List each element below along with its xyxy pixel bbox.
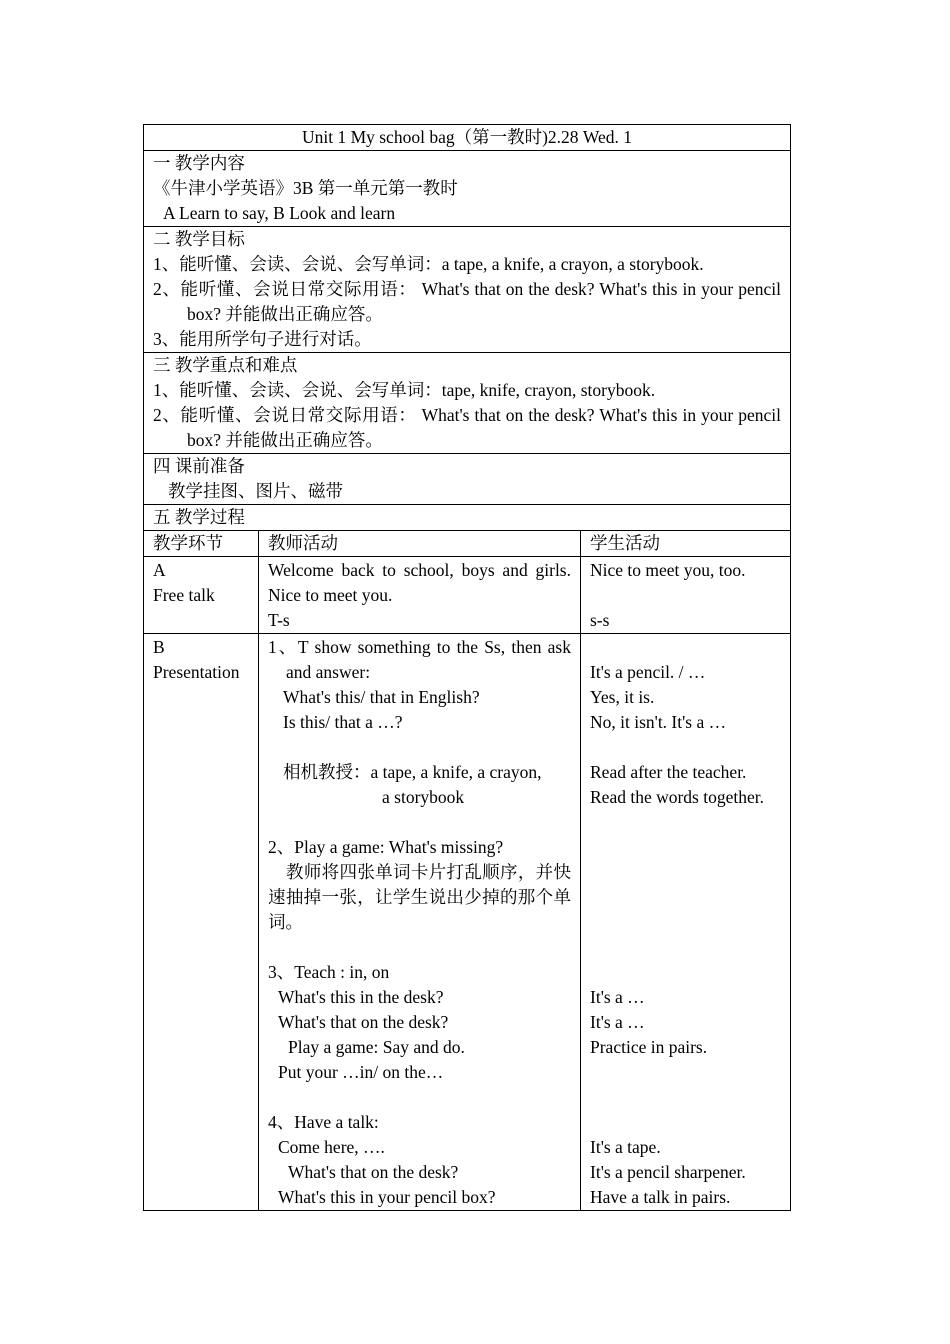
student-activity-line: Read after the teacher. — [590, 762, 747, 782]
stage-b-label: B — [153, 637, 165, 657]
student-activity-line: It's a pencil sharpener. — [590, 1162, 746, 1182]
stage-a-label: A — [153, 560, 166, 580]
key-points-section — [144, 353, 791, 454]
stage-b-row — [144, 634, 791, 1211]
teacher-activity-line: T-s — [268, 610, 290, 630]
student-activity-line — [590, 960, 781, 985]
content-heading: 一 教学内容 — [153, 153, 245, 173]
lesson-plan-table — [143, 124, 791, 1211]
content-line: 《牛津小学英语》3B 第一单元第一教时 — [153, 178, 458, 198]
teacher-activity-line: Is this/ that a …? — [283, 712, 403, 732]
title-row — [144, 125, 791, 151]
student-activity-line: It's a pencil. / … — [590, 662, 706, 682]
key-point-item: 1、能听懂、会读、会说、会写单词：tape, knife, crayon, storybook. — [153, 380, 656, 400]
teacher-activity-line — [268, 810, 571, 835]
teacher-activity-line: What's this in your pencil box? — [278, 1187, 496, 1207]
preparation-section — [144, 454, 791, 505]
teacher-activity-line: Play a game: Say and do. — [288, 1037, 465, 1057]
objective-item: 3、能用所学句子进行对话。 — [153, 329, 372, 349]
teacher-activity-line: What's that on the desk? — [288, 1162, 459, 1182]
student-activity-line — [590, 635, 781, 660]
student-activity-line — [590, 860, 781, 885]
student-activity-line — [590, 935, 781, 960]
student-activity-line — [590, 810, 781, 835]
column-header-stage: 教学环节 — [144, 531, 259, 557]
process-heading: 五 教学过程 — [144, 505, 791, 531]
student-activity-line: No, it isn't. It's a … — [590, 712, 727, 732]
student-activity-line — [590, 583, 781, 608]
student-activity-line — [590, 885, 781, 910]
content-line: A Learn to say, B Look and learn — [163, 203, 396, 223]
teacher-activity-line: What's that on the desk? — [278, 1012, 449, 1032]
student-activity-line — [590, 1060, 781, 1085]
process-heading-row — [144, 505, 791, 531]
student-activity-line: Practice in pairs. — [590, 1037, 708, 1057]
teacher-activity-line: Welcome back to school, boys and girls. Nice to meet you. — [268, 560, 576, 605]
content-section — [144, 151, 791, 227]
column-header-teacher: 教师活动 — [259, 531, 581, 557]
student-activity-line: Have a talk in pairs. — [590, 1187, 731, 1207]
teacher-activity-line: 相机教授：a tape, a knife, a crayon, — [283, 762, 542, 782]
teacher-activity-line: What's this in the desk? — [278, 987, 444, 1007]
teacher-activity-line: 4、Have a talk: — [268, 1112, 379, 1132]
student-activity-line — [590, 835, 781, 860]
teacher-activity-line: a storybook — [382, 787, 465, 807]
teacher-activity-line: What's this/ that in English? — [283, 687, 480, 707]
process-column-headers — [144, 531, 791, 557]
teacher-activity-line: 教师将四张单词卡片打乱顺序，并快速抽掉一张，让学生说出少掉的那个单词。 — [268, 862, 571, 932]
teacher-activity-line — [268, 935, 571, 960]
teacher-activity-line: Put your …in/ on the… — [278, 1062, 444, 1082]
teacher-activity-line: Come here, …. — [278, 1137, 385, 1157]
student-activity-line: It's a tape. — [590, 1137, 661, 1157]
student-activity-line — [590, 735, 781, 760]
objectives-heading: 二 教学目标 — [153, 229, 245, 249]
student-activity-line: Read the words together. — [590, 787, 764, 807]
teacher-activity-line — [268, 1085, 571, 1110]
key-point-item: 2、能听懂、会说日常交际用语： What's that on the desk? What's this in your pencil box? 并能做出正确应答。 — [153, 405, 786, 450]
student-activity-line: It's a … — [590, 1012, 645, 1032]
stage-a-name: Free talk — [153, 585, 215, 605]
objective-item: 1、能听懂、会读、会说、会写单词：a tape, a knife, a crayon, a storybook. — [153, 254, 704, 274]
stage-a-row — [144, 557, 791, 634]
student-activity-line: It's a … — [590, 987, 645, 1007]
lesson-title: Unit 1 My school bag（第一教时)2.28 Wed. 1 — [144, 125, 791, 151]
objectives-section — [144, 227, 791, 353]
teacher-activity-line: 1、T show something to the Ss, then ask and answer: — [268, 637, 576, 682]
student-activity-line: Nice to meet you, too. — [590, 560, 746, 580]
student-activity-line: s-s — [590, 610, 610, 630]
student-activity-line — [590, 1085, 781, 1110]
column-header-student: 学生活动 — [581, 531, 791, 557]
key-points-heading: 三 教学重点和难点 — [153, 355, 298, 375]
stage-b-name: Presentation — [153, 662, 240, 682]
preparation-text: 教学挂图、图片、磁带 — [168, 481, 343, 501]
objective-item: 2、能听懂、会说日常交际用语： What's that on the desk? What's this in your pencil box? 并能做出正确应答。 — [153, 279, 786, 324]
teacher-activity-line: 3、Teach : in, on — [268, 962, 390, 982]
preparation-heading: 四 课前准备 — [153, 456, 245, 476]
student-activity-line: Yes, it is. — [590, 687, 655, 707]
student-activity-line — [590, 1110, 781, 1135]
teacher-activity-line: 2、Play a game: What's missing? — [268, 837, 504, 857]
teacher-activity-line — [268, 735, 571, 760]
student-activity-line — [590, 910, 781, 935]
